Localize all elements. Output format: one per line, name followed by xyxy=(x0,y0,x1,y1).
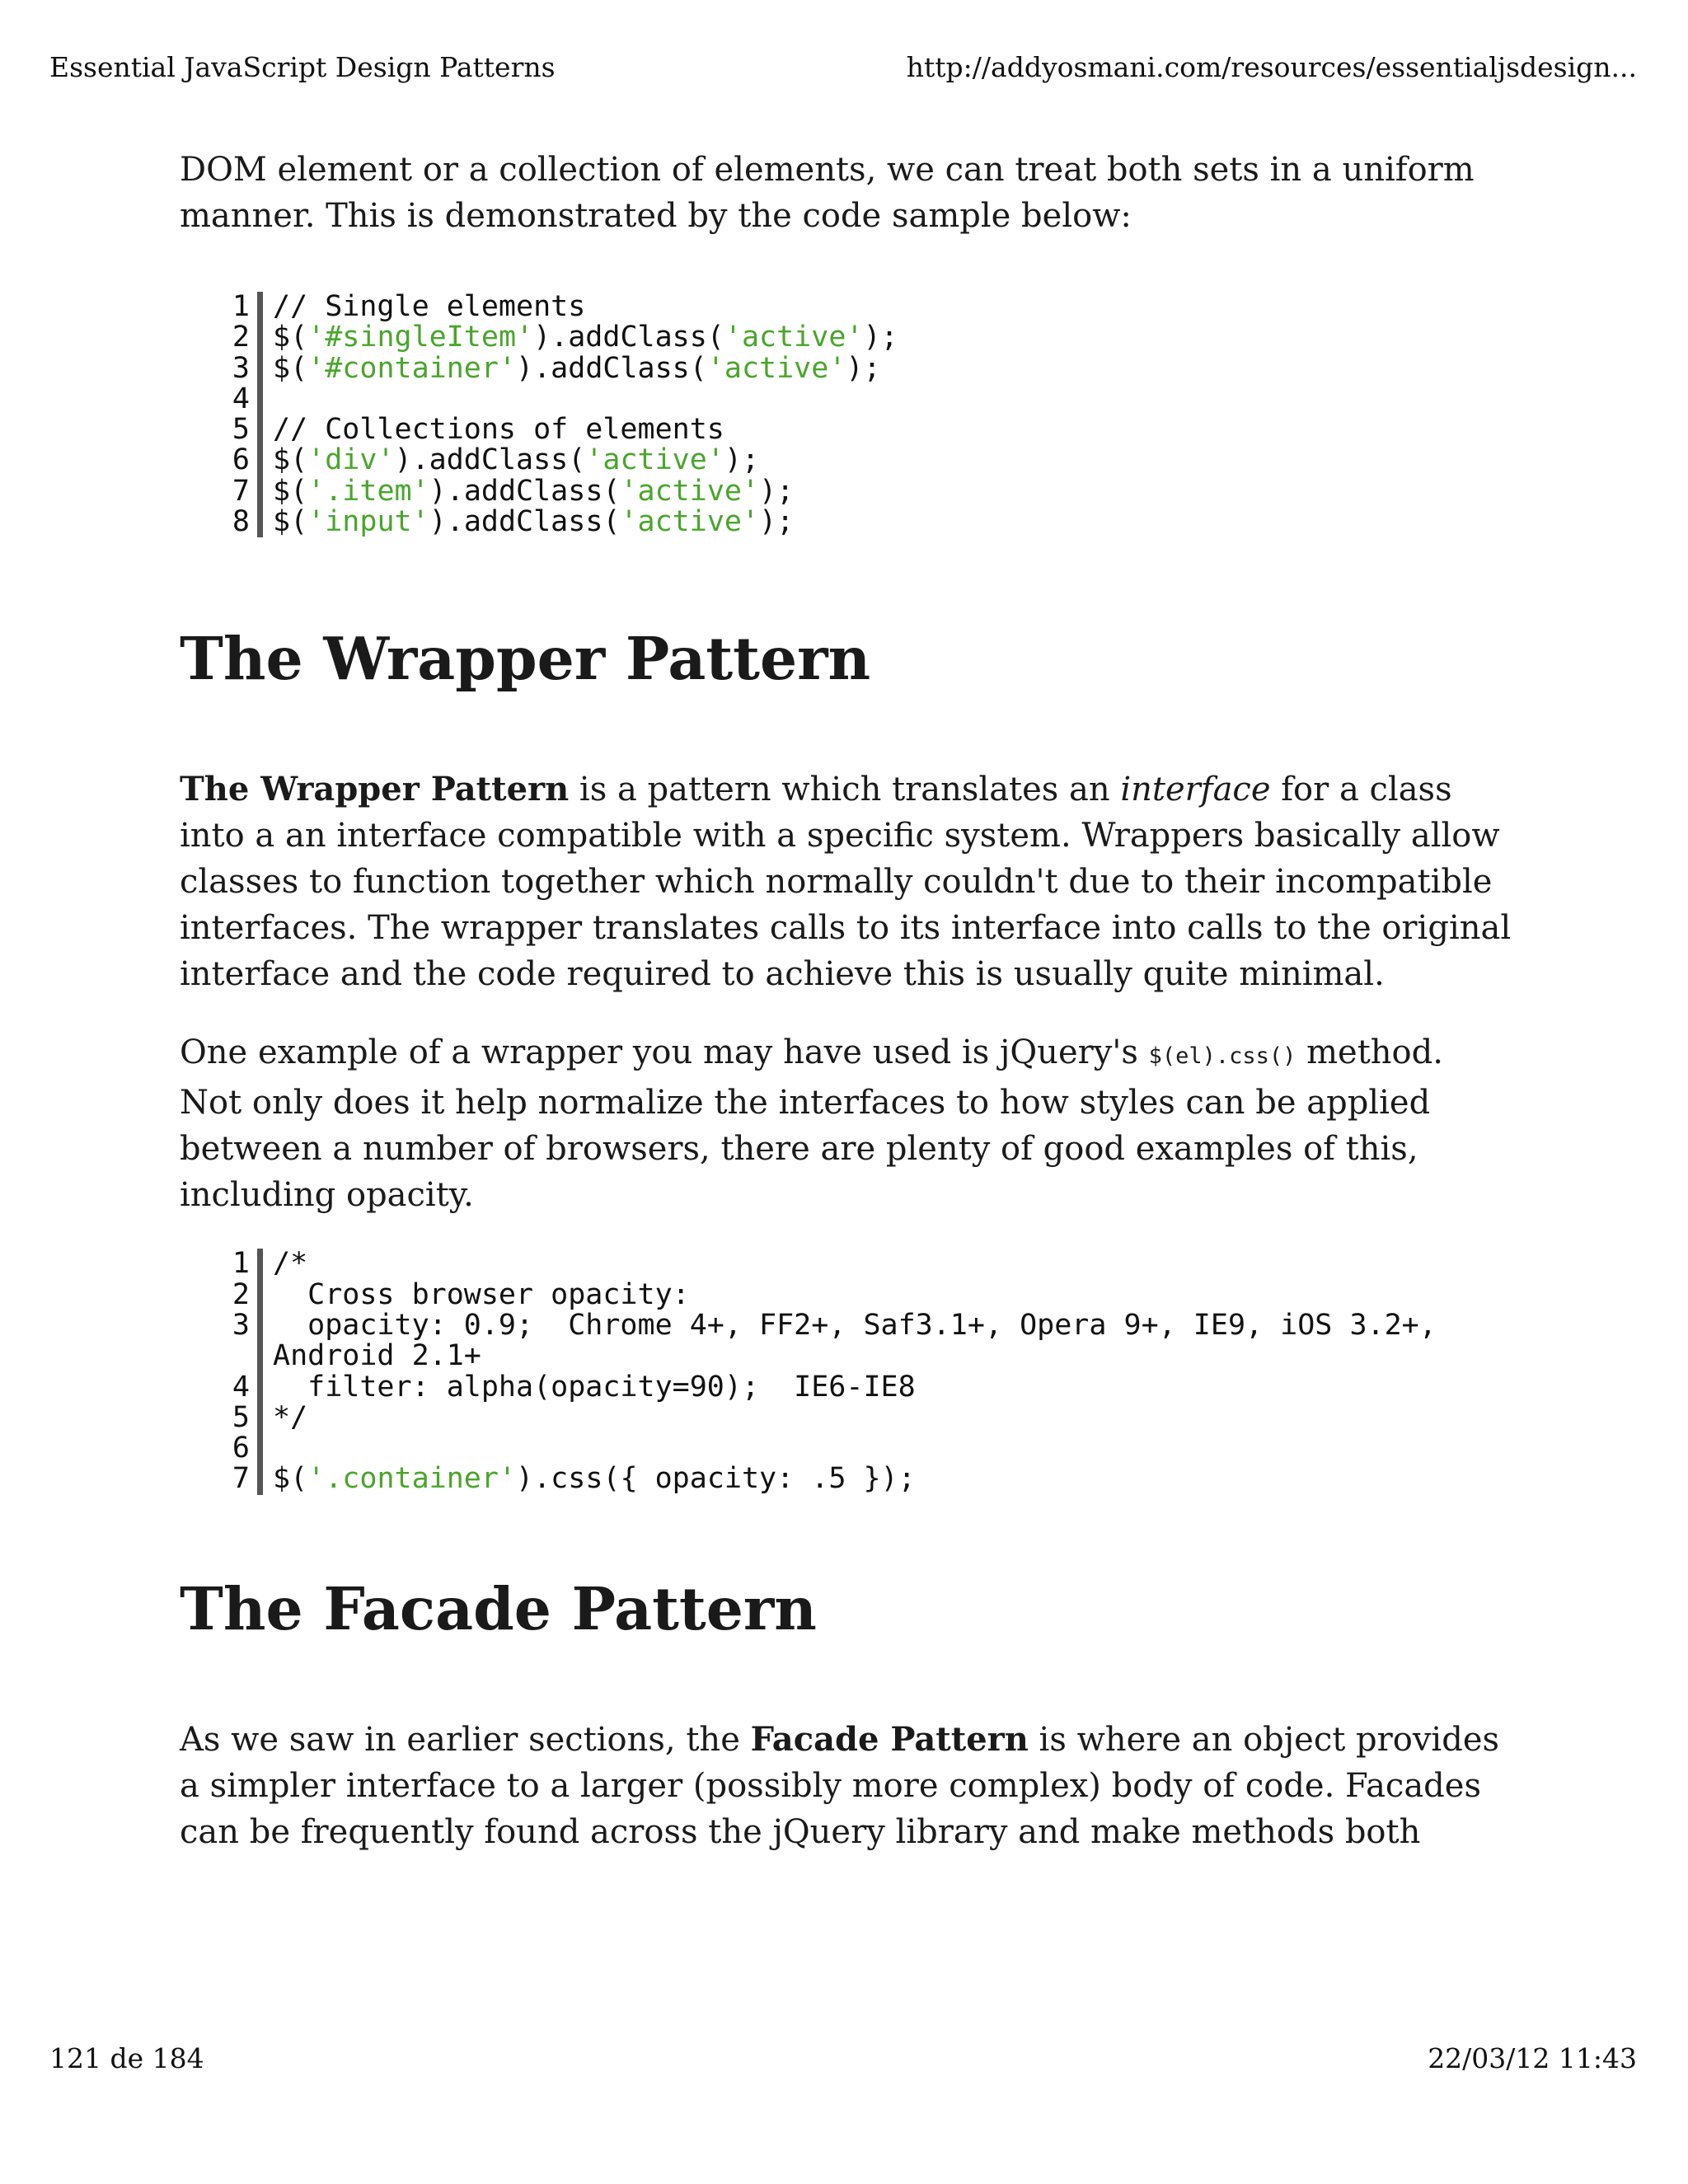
string-literal: '#singleItem' xyxy=(307,321,534,354)
section-heading-wrapper: The Wrapper Pattern xyxy=(180,624,871,694)
line-number: 4 xyxy=(232,382,250,415)
section-heading-facade: The Facade Pattern xyxy=(180,1573,817,1643)
code-token: ).addClass( xyxy=(394,443,586,477)
wrapper-bold-term: The Wrapper Pattern xyxy=(180,770,570,809)
code-line xyxy=(273,507,898,537)
line-number-gutter xyxy=(200,292,263,537)
code-line xyxy=(273,1464,1437,1494)
line-number: 2 xyxy=(232,321,250,354)
interface-emphasis: interface xyxy=(1120,771,1271,809)
code-token: $( xyxy=(273,351,308,385)
line-number: 5 xyxy=(232,413,250,447)
code-token: ); xyxy=(759,474,795,508)
code-token: opacity: 0.9; Chrome 4+, FF2+, Saf3.1+, Opera 9+, IE9, iOS 3.2+, xyxy=(273,1308,1437,1342)
string-literal: 'active' xyxy=(620,505,760,539)
code-line xyxy=(273,322,898,353)
facade-bold-term: Facade Pattern xyxy=(750,1719,1029,1759)
line-number: 4 xyxy=(232,1370,250,1404)
line-number: 6 xyxy=(232,1432,250,1465)
code-line xyxy=(273,415,898,445)
line-number: 1 xyxy=(232,1247,250,1281)
code-token: Android 2.1+ xyxy=(273,1339,481,1373)
string-literal: 'input' xyxy=(307,505,429,539)
string-literal: 'active' xyxy=(724,321,864,354)
string-literal: 'div' xyxy=(307,443,395,477)
code-token: $( xyxy=(273,474,308,508)
code-line xyxy=(273,384,898,415)
intro-line-1: DOM element or a collection of elements, we can treat both sets in a uniform xyxy=(180,151,1475,189)
code-line xyxy=(273,1341,1437,1371)
code-line xyxy=(273,476,898,507)
line-number: 6 xyxy=(232,443,250,477)
document-title: Essential JavaScript Design Patterns xyxy=(49,51,556,83)
code-token: // Collections of elements xyxy=(273,413,724,447)
code-line xyxy=(273,1400,1437,1434)
code-token: /* xyxy=(273,1247,308,1281)
line-number: 3 xyxy=(232,351,250,385)
code-token: $( xyxy=(273,505,308,539)
line-number-gutter xyxy=(200,1249,263,1494)
code-line xyxy=(273,1277,1437,1311)
string-literal: 'active' xyxy=(706,351,846,385)
code-sample-addclass xyxy=(200,292,1531,537)
line-number: 1 xyxy=(232,290,250,323)
code-line xyxy=(273,1433,1437,1464)
code-token: $( xyxy=(273,443,308,477)
document-url[interactable]: http://addyosmani.com/resources/essentialjsdesign... xyxy=(906,51,1637,83)
code-token: Cross browser opacity: xyxy=(273,1277,690,1311)
line-number xyxy=(200,1341,250,1371)
code-sample-opacity xyxy=(200,1249,1531,1494)
code-line xyxy=(273,1310,1437,1341)
code-lines xyxy=(263,292,898,537)
string-literal: '.container' xyxy=(307,1462,517,1496)
code-line xyxy=(273,351,898,385)
string-literal: '.item' xyxy=(307,474,429,508)
line-number: 3 xyxy=(232,1308,250,1342)
intro-line-2: manner. This is demonstrated by the code sample below: xyxy=(180,197,1132,235)
page-counter: 121 de 184 xyxy=(49,2042,204,2074)
page-content xyxy=(180,147,1531,1855)
facade-paragraph-1: As we saw in earlier sections, the Facade Pattern is where an object provides a simpler interface to a larger (possibly more complex) body of code. Facades can be frequently found across the jQuery library and make methods both xyxy=(180,1719,1500,1851)
code-token: $( xyxy=(273,1462,308,1496)
print-datetime: 22/03/12 11:43 xyxy=(1428,2042,1637,2074)
code-token: ); xyxy=(759,505,795,539)
line-number: 8 xyxy=(232,505,250,539)
code-line xyxy=(273,1372,1437,1403)
code-token: ).addClass( xyxy=(516,351,707,385)
code-token: ); xyxy=(724,443,760,477)
code-token: ).css({ opacity: .5 }); xyxy=(516,1462,916,1496)
wrapper-paragraph-1: The Wrapper Pattern is a pattern which translates an interface for a class into a an interface compatible with a specific system. Wrappers basically allow classes to function together which normally couldn't due to their incompatible interfaces. The wrapper translates calls to its interface into calls to the original interface and the code required to achieve this is usually quite minimal. xyxy=(180,770,1512,994)
code-line xyxy=(273,1249,1437,1279)
code-line xyxy=(273,445,898,476)
line-number: 7 xyxy=(232,1462,250,1496)
inline-code-css: $(el).css() xyxy=(1148,1043,1296,1070)
line-number: 7 xyxy=(232,474,250,508)
wrapper-paragraph-2: One example of a wrapper you may have used is jQuery's $(el).css() method. Not only does it help normalize the interfaces to how styles can be applied between a number of browsers, there are plenty of good examples of this, including opacity. xyxy=(180,1033,1443,1215)
string-literal: '#container' xyxy=(307,351,517,385)
code-token: ); xyxy=(846,351,881,385)
code-token: ).addClass( xyxy=(429,505,621,539)
code-token: */ xyxy=(273,1400,308,1434)
string-literal: 'active' xyxy=(620,474,760,508)
line-number: 5 xyxy=(232,1400,250,1434)
code-token: ); xyxy=(863,321,898,354)
line-number: 2 xyxy=(232,1277,250,1311)
code-token: filter: alpha(opacity=90); IE6-IE8 xyxy=(273,1370,916,1404)
code-token: // Single elements xyxy=(273,290,586,323)
code-lines xyxy=(263,1249,1437,1494)
string-literal: 'active' xyxy=(585,443,724,477)
code-token: ).addClass( xyxy=(429,474,621,508)
intro-paragraph xyxy=(180,147,1531,239)
code-token: $( xyxy=(273,321,308,354)
code-token: ).addClass( xyxy=(533,321,724,354)
code-line xyxy=(273,292,898,322)
